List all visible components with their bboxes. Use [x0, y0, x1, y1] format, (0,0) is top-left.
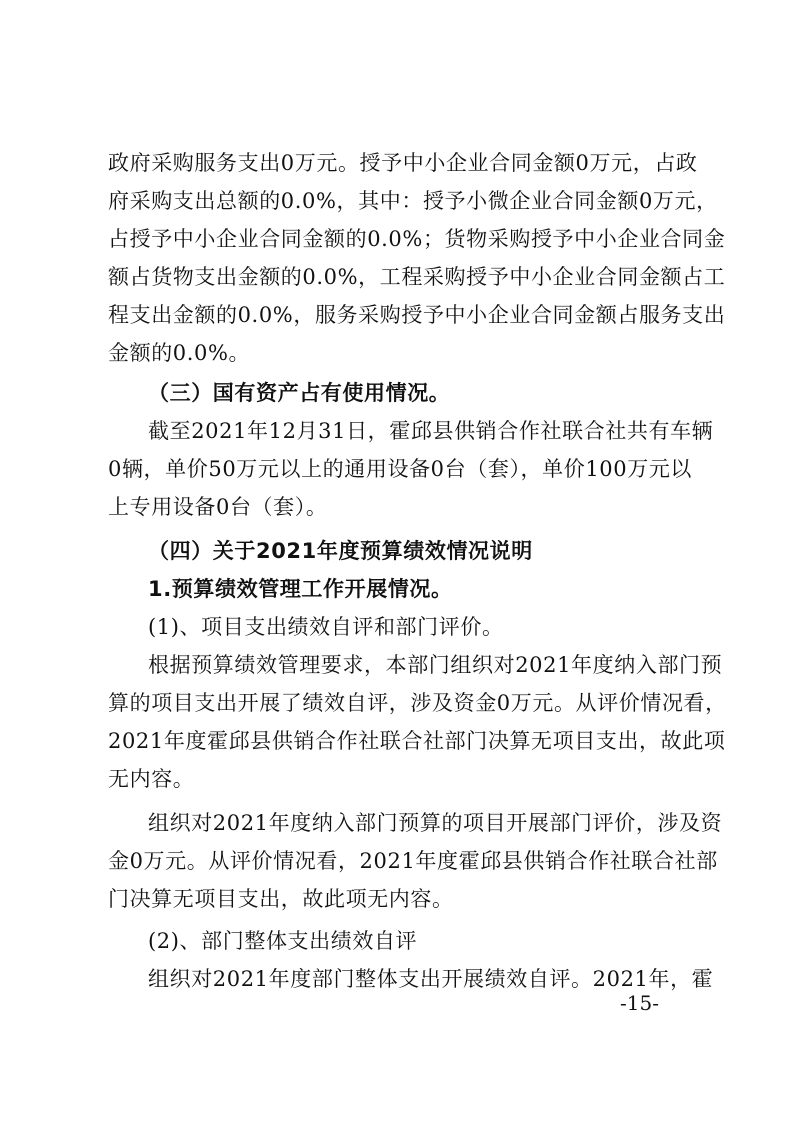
item-heading-1: (1)、项目支出绩效自评和部门评价。	[148, 615, 504, 639]
body-line: 占授予中小企业合同金额的0.0%；货物采购授予中小企业合同金	[108, 227, 726, 251]
body-line: 金额的0.0%。	[108, 341, 251, 365]
page-number: -15-	[620, 991, 659, 1015]
body-line: 算的项目支出开展了绩效自评，涉及资金0万元。从评价情况看，	[108, 691, 727, 715]
body-line: 金0万元。从评价情况看，2021年度霍邱县供销合作社联合社部	[108, 849, 718, 873]
body-line: 程支出金额的0.0%，服务采购授予中小企业合同金额占服务支出	[108, 303, 726, 327]
body-line: 额占货物支出金额的0.0%，工程采购授予中小企业合同金额占工	[108, 265, 726, 289]
subsection-heading: 1.预算绩效管理工作开展情况。	[148, 577, 453, 601]
item-heading-2: (2)、部门整体支出绩效自评	[148, 929, 418, 953]
body-line: 上专用设备0台（套）。	[108, 495, 328, 519]
section-heading-assets: （三）国有资产占有使用情况。	[148, 381, 451, 405]
body-line: 组织对2021年度部门整体支出开展绩效自评。2021年，霍	[148, 967, 714, 991]
body-line: 无内容。	[108, 767, 195, 791]
body-line: 2021年度霍邱县供销合作社联合社部门决算无项目支出，故此项	[108, 729, 726, 753]
body-line: 根据预算绩效管理要求，本部门组织对2021年度纳入部门预	[148, 653, 723, 677]
body-line: 截至2021年12月31日，霍邱县供销合作社联合社共有车辆	[148, 419, 714, 443]
body-line: 府采购支出总额的0.0%，其中：授予小微企业合同金额0万元，	[108, 189, 718, 213]
body-line: 组织对2021年度纳入部门预算的项目开展部门评价，涉及资	[148, 811, 723, 835]
section-heading-performance: （四）关于2021年度预算绩效情况说明	[148, 539, 533, 563]
body-line: 政府采购服务支出0万元。授予中小企业合同金额0万元，占政	[108, 151, 698, 175]
body-line: 门决算无项目支出，故此项无内容。	[108, 887, 454, 911]
body-line: 0辆，单价50万元以上的通用设备0台（套），单价100万元以	[108, 457, 693, 481]
